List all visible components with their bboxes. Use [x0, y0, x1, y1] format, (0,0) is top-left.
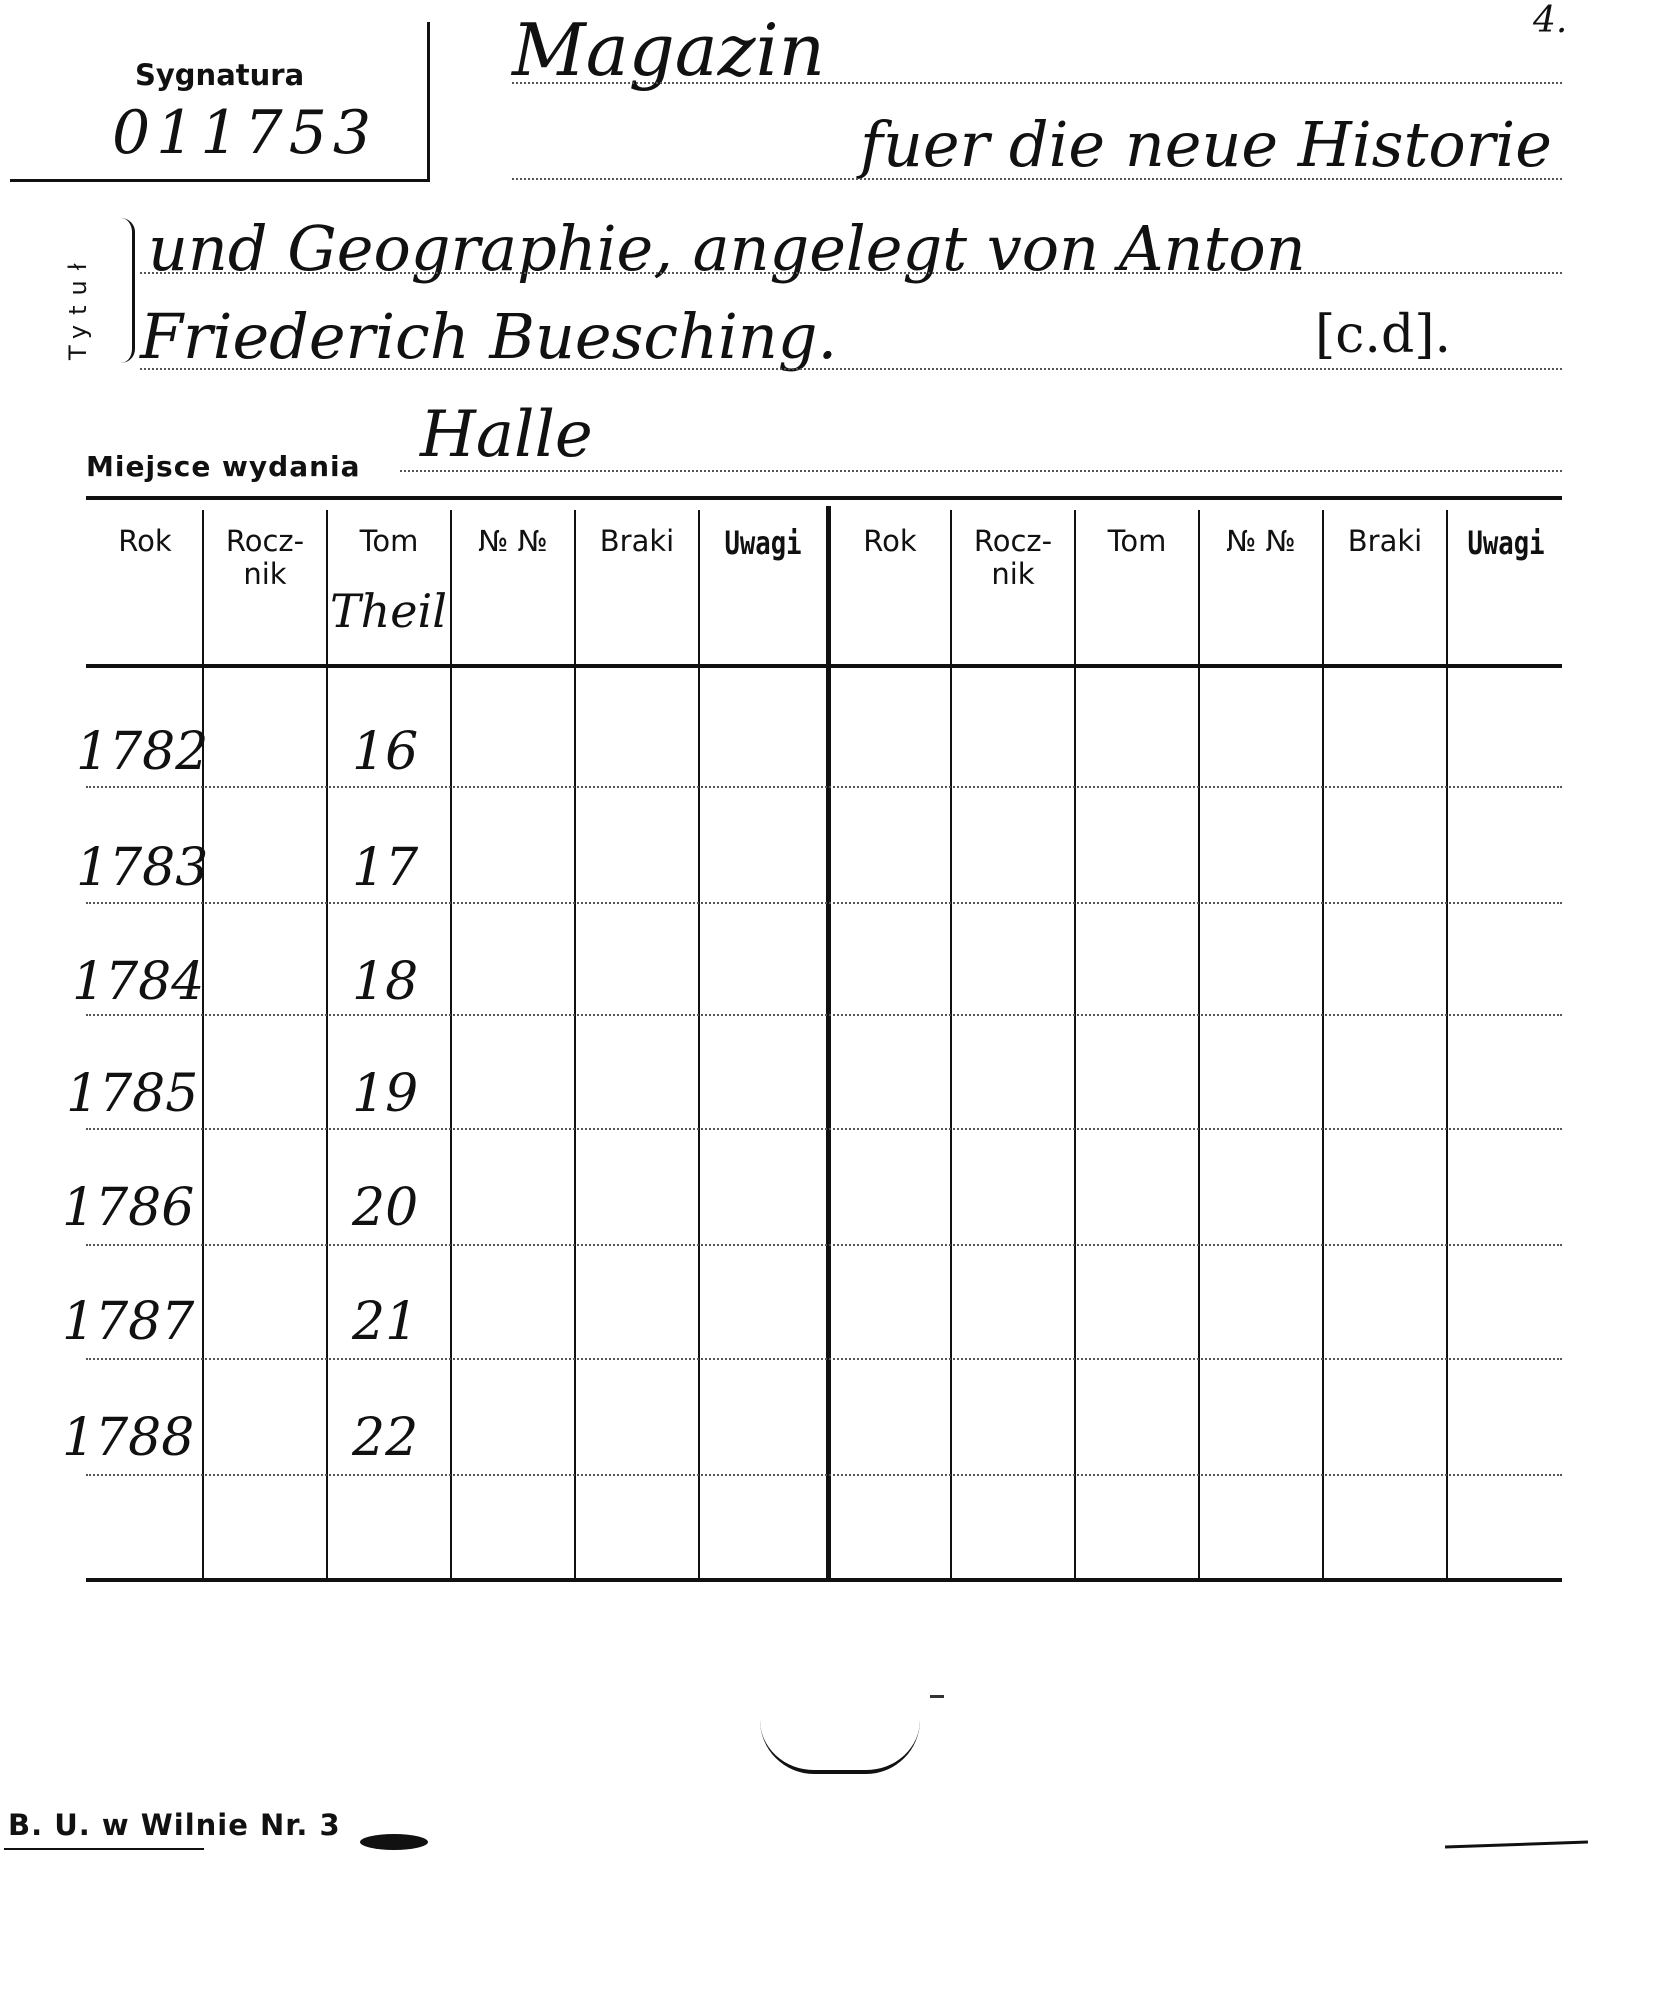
column-divider [574, 510, 576, 1580]
row-rule [86, 1128, 1562, 1130]
dotted-rule [140, 272, 1562, 274]
row-volume: 17 [352, 838, 419, 898]
row-rule [86, 1014, 1562, 1016]
title-line-3: und Geographie, angelegt von Anton [148, 212, 1306, 285]
header-numbers: № № [478, 524, 548, 558]
header-tom: Tom [1107, 524, 1167, 558]
dotted-rule [512, 82, 1562, 84]
row-year: 1782 [76, 722, 209, 782]
center-divider [826, 506, 831, 1580]
column-divider [1198, 510, 1200, 1580]
dotted-rule [512, 178, 1562, 180]
row-rule [86, 902, 1562, 904]
row-volume: 21 [352, 1292, 419, 1352]
header-braki: Braki [1347, 524, 1423, 558]
table-top-rule [86, 496, 1562, 500]
column-divider [450, 510, 452, 1580]
row-rule [86, 1358, 1562, 1360]
dotted-rule [400, 470, 1562, 472]
header-rocznik: Rocz- nik [225, 524, 305, 592]
ink-blot [360, 1834, 428, 1850]
ink-smudge [760, 1720, 920, 1774]
row-year: 1785 [66, 1064, 199, 1124]
table-header-rule [86, 664, 1562, 668]
signature-label: Sygnatura [135, 58, 305, 92]
title-line-1: Magazin [512, 8, 825, 92]
header-braki: Braki [599, 524, 675, 558]
corner-mark: 4. [1533, 0, 1568, 41]
table-bottom-rule [86, 1578, 1562, 1582]
title-suffix: [c.d]. [1315, 305, 1452, 365]
row-rule [86, 1244, 1562, 1246]
column-divider [202, 510, 204, 1580]
row-year: 1786 [62, 1178, 195, 1238]
header-rok: Rok [118, 524, 172, 558]
row-volume: 19 [352, 1064, 419, 1124]
header-tom-note: Theil [330, 584, 447, 638]
ink-smudge [930, 1695, 944, 1698]
header-tom: Tom [359, 524, 419, 558]
signature-number: 011753 [112, 98, 378, 168]
footer-text: B. U. w Wilnie Nr. 3 [8, 1808, 341, 1842]
header-uwagi: Uwagi [724, 524, 802, 562]
title-brace [118, 218, 135, 363]
title-line-4: Friederich Buesching. [140, 300, 838, 373]
row-rule [86, 786, 1562, 788]
column-divider [1446, 510, 1448, 1580]
column-divider [698, 510, 700, 1580]
dotted-rule [140, 368, 1562, 370]
row-year: 1787 [62, 1292, 195, 1352]
row-volume: 20 [352, 1178, 419, 1238]
column-divider [326, 510, 328, 1580]
row-volume: 16 [352, 722, 419, 782]
column-divider [950, 510, 952, 1580]
place-label: Miejsce wydania [86, 450, 361, 483]
header-rocznik: Rocz- nik [973, 524, 1053, 592]
header-rok: Rok [863, 524, 917, 558]
row-year: 1784 [72, 952, 205, 1012]
column-divider [1322, 510, 1324, 1580]
title-side-label: Tytuł [64, 253, 92, 360]
row-volume: 22 [352, 1408, 419, 1468]
row-year: 1783 [76, 838, 209, 898]
footer-right-line [1445, 1841, 1588, 1849]
row-rule [86, 1474, 1562, 1476]
row-volume: 18 [352, 952, 419, 1012]
header-numbers: № № [1226, 524, 1296, 558]
place-value: Halle [420, 398, 593, 472]
header-uwagi: Uwagi [1467, 524, 1545, 562]
title-line-2: fuer die neue Historie [860, 108, 1552, 181]
column-divider [1074, 510, 1076, 1580]
footer-underline [4, 1848, 204, 1850]
row-year: 1788 [62, 1408, 195, 1468]
